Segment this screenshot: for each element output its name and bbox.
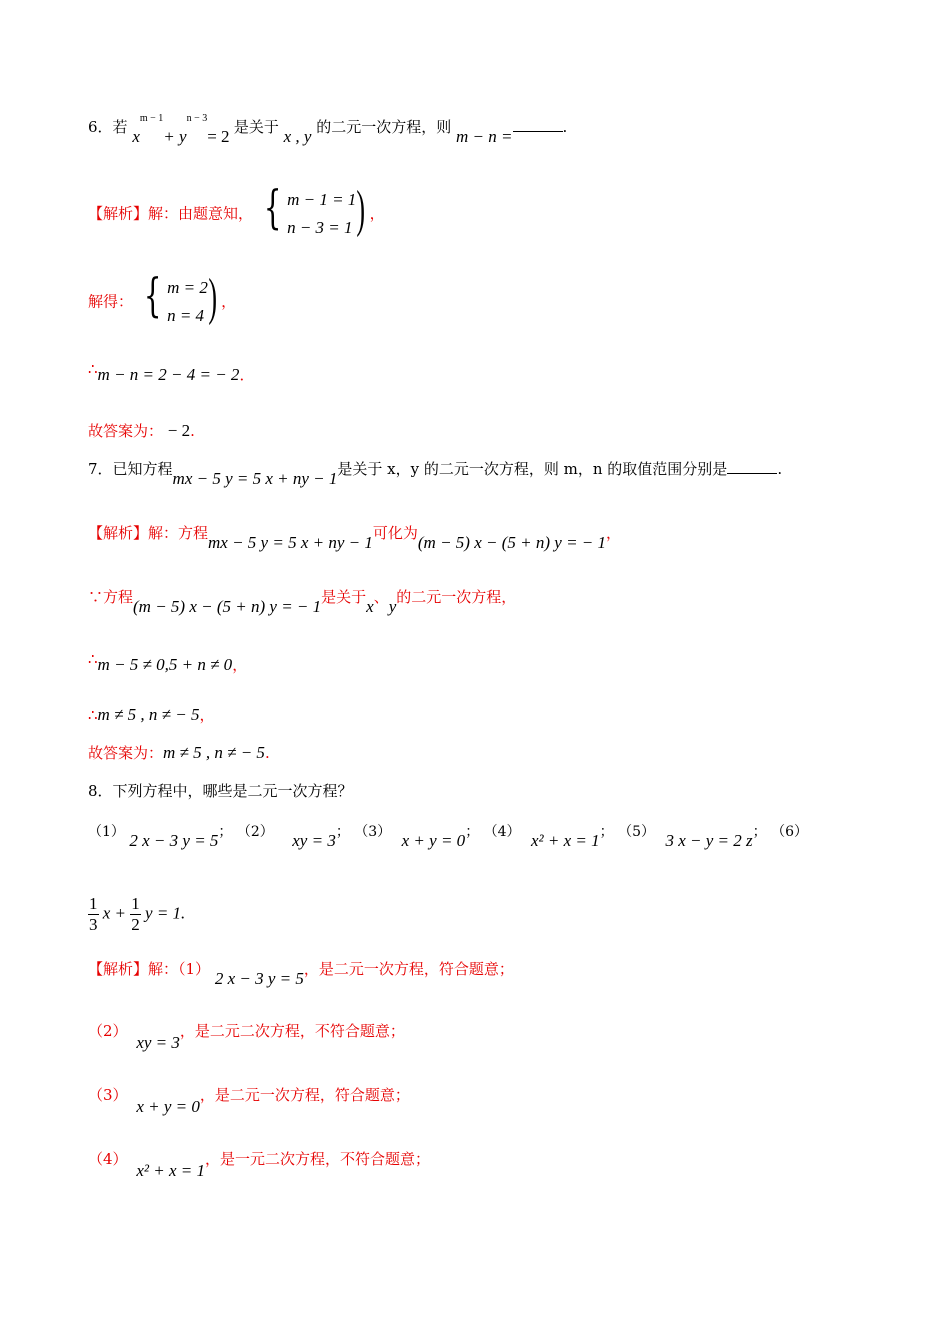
q8-item-3-eq: x + y = 0 bbox=[401, 831, 466, 850]
q7-line bbox=[88, 460, 783, 488]
tail: . bbox=[264, 744, 270, 762]
tail: ， bbox=[232, 656, 248, 674]
q8-solution-row-1 bbox=[88, 960, 514, 988]
q8-item-2-label: （2） bbox=[236, 824, 274, 840]
tail: ， bbox=[606, 524, 622, 542]
tail: . bbox=[190, 422, 195, 440]
row-label: （4） bbox=[88, 1150, 128, 1168]
q7-period: . bbox=[777, 460, 783, 478]
q6-answer-line bbox=[88, 422, 195, 439]
fraction-one-half: $\frac{1}{2}$ bbox=[131, 894, 140, 934]
q8-solution-row-4 bbox=[88, 1150, 430, 1180]
q8-item-6-eq bbox=[88, 894, 185, 935]
because-text: ∵方程 bbox=[88, 588, 134, 606]
q6-solution-line2 bbox=[88, 268, 237, 332]
q6-vars: x , y bbox=[283, 127, 312, 146]
q8-solution-text-3: ，是二元一次方程，符合题意； bbox=[199, 1086, 410, 1104]
q8-item-4-label: （4） bbox=[483, 824, 521, 840]
therefore-symbol: ∴ bbox=[88, 706, 98, 724]
solved-label: 解得： bbox=[88, 292, 134, 311]
var-y: y bbox=[388, 597, 397, 616]
q7-solution-line2 bbox=[88, 588, 517, 616]
q6-line bbox=[88, 113, 568, 146]
tail-term: y = 1. bbox=[145, 903, 186, 923]
q8-solution-row-2 bbox=[88, 1022, 405, 1052]
q6-target: m − n = bbox=[456, 127, 513, 146]
q8-solution-eq-2: xy = 3 bbox=[136, 1033, 180, 1052]
equation-system-2: { m = 2 n = 4 ) bbox=[143, 268, 217, 326]
q8-item-6-label: （6） bbox=[771, 824, 809, 840]
q6-text-after: 的二元一次方程，则 bbox=[316, 118, 452, 136]
var-x: x bbox=[366, 597, 374, 616]
mid-term: x + bbox=[102, 903, 127, 923]
q8-solution-eq-4: x² + x = 1 bbox=[136, 1161, 205, 1180]
q8-item-1-label: （1） bbox=[88, 824, 125, 840]
because-label: 是关于 bbox=[321, 588, 367, 606]
q8-question: 8．下列方程中，哪些是二元一次方程？ bbox=[88, 782, 353, 800]
therefore-symbol: ∴ bbox=[88, 650, 98, 668]
q8-solution-text-2: ，是二元二次方程，不符合题意； bbox=[179, 1022, 405, 1040]
q6-result: m − n = 2 − 4 = − 2 bbox=[97, 365, 240, 384]
tail: ， bbox=[221, 292, 237, 311]
q6-solution-line3 bbox=[88, 360, 255, 384]
q8-item-2-eq: xy = 3 bbox=[292, 831, 336, 850]
sep: ； bbox=[335, 824, 350, 840]
q7-solution-equation: mx − 5 y = 5 x + ny − 1 bbox=[208, 533, 373, 552]
q7-solution-line4 bbox=[88, 706, 214, 723]
q8-solution-text-1: ，是二元一次方程，符合题意； bbox=[303, 960, 514, 978]
fraction-one-third: $\frac{1}{3}$ bbox=[89, 894, 98, 934]
row-label: （2） bbox=[88, 1022, 128, 1040]
q6-answer: − 2 bbox=[167, 421, 191, 440]
solution-label: 【解析】解：方程 bbox=[88, 524, 209, 542]
q7-solution-line1 bbox=[88, 524, 622, 552]
q7-equation: mx − 5 y = 5 x + ny − 1 bbox=[172, 469, 338, 488]
tail: ， bbox=[199, 706, 215, 724]
sep: ； bbox=[599, 824, 614, 840]
solution-label: 【解析】解：由题意知， bbox=[88, 204, 254, 223]
tail: ， bbox=[369, 204, 385, 223]
q8-item-3-label: （3） bbox=[354, 824, 392, 840]
solution-label: 【解析】解：（1） bbox=[88, 960, 211, 978]
q8-item-4-eq: x² + x = 1 bbox=[531, 831, 600, 850]
answer-blank bbox=[727, 461, 777, 474]
q7-solution-line3 bbox=[88, 650, 248, 674]
q8-solution-eq-1: 2 x − 3 y = 5 bbox=[214, 969, 304, 988]
q7-number: 7．已知方程 bbox=[88, 460, 173, 478]
sep: ； bbox=[465, 824, 480, 840]
sep: ； bbox=[752, 824, 767, 840]
sep: ； bbox=[218, 824, 233, 840]
q8-solution-eq-3: x + y = 0 bbox=[136, 1097, 200, 1116]
therefore-symbol: ∴ bbox=[88, 360, 98, 378]
q6-period: . bbox=[562, 118, 568, 136]
tail: ． bbox=[239, 366, 255, 384]
q8-item-5-label: （5） bbox=[618, 824, 656, 840]
equation-system-1: { m − 1 = 1 n − 3 = 1 ) bbox=[263, 180, 366, 238]
answer-label: 故答案为： bbox=[88, 744, 164, 762]
q6-number: 6．若 bbox=[88, 118, 128, 136]
answer-label: 故答案为： bbox=[88, 422, 164, 440]
because-tail: 的二元一次方程， bbox=[396, 588, 517, 606]
q7-text: 是关于 x，y 的二元一次方程，则 m，n 的取值范围分别是 bbox=[337, 460, 728, 478]
q8-items bbox=[88, 822, 809, 850]
q8-item-5-eq: 3 x − y = 2 z bbox=[665, 831, 753, 850]
q7-result: m ≠ 5 , n ≠ − 5 bbox=[97, 705, 200, 724]
transform-text: 可化为 bbox=[372, 524, 418, 542]
q7-condition: m − 5 ≠ 0,5 + n ≠ 0 bbox=[97, 655, 233, 674]
q6-text-mid: 是关于 bbox=[233, 118, 279, 136]
q7-rewritten-2: (m − 5) x − (5 + n) y = − 1 bbox=[133, 597, 322, 616]
separator: 、 bbox=[373, 588, 389, 606]
q7-answer-line bbox=[88, 744, 270, 761]
answer-blank bbox=[513, 119, 563, 132]
q8-solution-text-4: ，是一元二次方程，不符合题意； bbox=[204, 1150, 430, 1168]
q7-rewritten: (m − 5) x − (5 + n) y = − 1 bbox=[417, 533, 607, 552]
q6-equation: $x^{m - 1}+ y^{n - 3}= 2$ bbox=[132, 113, 230, 146]
q6-solution-line1 bbox=[88, 180, 385, 244]
q8-solution-row-3 bbox=[88, 1086, 410, 1116]
q8-item-1-eq: 2 x − 3 y = 5 bbox=[129, 831, 219, 850]
q7-answer: m ≠ 5 , n ≠ − 5 bbox=[163, 743, 265, 762]
row-label: （3） bbox=[88, 1086, 128, 1104]
